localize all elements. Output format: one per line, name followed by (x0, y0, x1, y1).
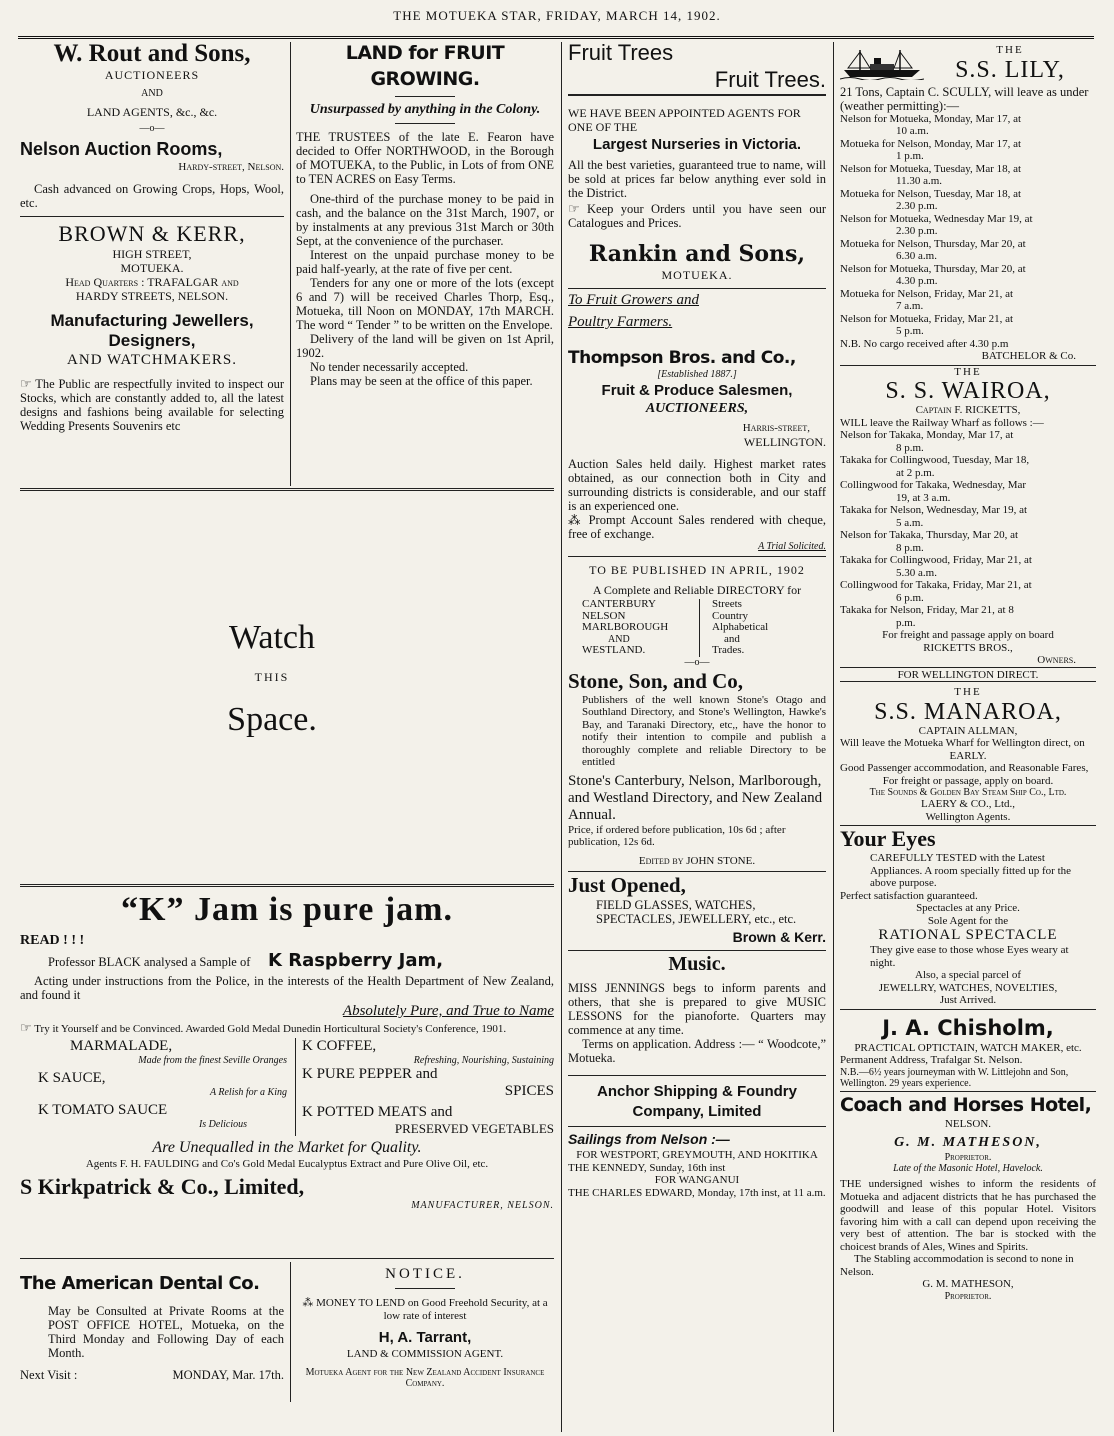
best-varieties: All the best varieties, guaranteed true to name, will be sold at prices far below anything ever sold in the District. (568, 158, 826, 200)
schedule-time: 5 p.m. (896, 325, 924, 337)
matheson: G. M. MATHESON, (894, 1135, 1042, 1150)
stone-son: Stone, Son, and Co, (568, 668, 744, 693)
schedule-line: Collingwood for Takaka, Wednesday, Mar (840, 479, 1027, 491)
marmalade-sub: Made from the finest Seville Oranges (138, 1054, 287, 1066)
watch-space (20, 616, 524, 742)
schedule-line: Motueka for Nelson, Tuesday, Mar 18, at (840, 187, 1022, 200)
kennedy: THE KENNEDY, Sunday, 16th inst (568, 1161, 726, 1174)
schedule-line: Nelson for Motueka, Monday, Mar 17, at (840, 112, 1022, 125)
directory-sep: —o— (684, 656, 710, 668)
trial-solicited: A Trial Solicited. (758, 541, 826, 552)
next-visit-label: Next Visit : (20, 1368, 78, 1382)
schedule-line: Nelson for Takaka, Monday, Mar 17, at (840, 429, 1014, 441)
perfect-satisfaction: Perfect satisfaction guaranteed. (840, 889, 978, 902)
read: READ ! ! ! (20, 933, 85, 948)
tomato-sub: Is Delicious (198, 1118, 247, 1130)
owners: Owners. (1037, 654, 1076, 666)
laery: LAERY & CO., Ltd., (920, 798, 1015, 810)
schedule-line: Nelson for Takaka, Thursday, Mar 20, at (840, 529, 1019, 541)
edited-by: Edited by JOHN STONE. (638, 854, 756, 867)
absolutely-pure: Absolutely Pure, and True to Name (342, 1003, 554, 1019)
batchelor: BATCHELOR & Co. (981, 350, 1076, 362)
divider-col3-col4 (833, 42, 834, 1432)
directory-price: Price, if ordered before publication, 10s 6d ; after publication, 12s 6d. (568, 823, 786, 848)
rankin-town: MOTUEKA. (661, 268, 733, 282)
stabling: The Stabling accommodation is second to none in Nelson. (840, 1253, 1074, 1278)
schedule-time: 1 p.m. (896, 150, 924, 162)
region-and: AND (608, 633, 630, 645)
chisholm-nb: N.B.—6½ years journeyman with W. Littlejohn and Son, Wellington. 29 years experience. (840, 1066, 1069, 1089)
money-to-lend: ⁂ MONEY TO LEND on Good Freehold Security, at a low rate of interest (302, 1297, 548, 1322)
k-potted-meats: K POTTED MEATS and (302, 1103, 453, 1120)
schedule-line: Collingwood for Takaka, Friday, Mar 21, at (840, 579, 1032, 591)
rule-chisholm (840, 1091, 1096, 1092)
rooms-street: Hardy-street, Nelson. (178, 161, 284, 173)
charles-edward: THE CHARLES EDWARD, Monday, 17th inst, at 11 a.m. (568, 1186, 826, 1199)
cash-advanced: Cash advanced on Growing Crops, Hops, Wool, etc. (20, 182, 284, 210)
jewellry: JEWELLRY, WATCHES, NOVELTIES, (878, 981, 1058, 994)
captain-allman: CAPTAIN ALLMAN, (918, 724, 1018, 737)
wairoa-intro: WILL leave the Railway Wharf as follows :— (840, 416, 1044, 429)
sole-agent: Sole Agent for the (927, 914, 1009, 927)
rule-land2 (395, 123, 455, 124)
kind-alphabetical: Alphabetical (712, 621, 769, 633)
masthead: THE MOTUEKA STAR, FRIDAY, MARCH 14, 1902. (393, 8, 721, 23)
music-title: Music. (668, 953, 726, 975)
harris-street: Harris-street, (742, 422, 810, 434)
nelson-rooms: Nelson Auction Rooms, (20, 139, 223, 159)
k-jam-title: “K” Jam is pure jam. (121, 891, 453, 928)
manaroa-freight: For freight or passage, apply on board. (882, 774, 1054, 787)
chisholm: J. A. Chisholm, (882, 1015, 1054, 1040)
schedule-line: Takaka for Nelson, Wednesday, Mar 19, at (840, 504, 1028, 516)
ss-lily: S.S. LILY, (955, 56, 1065, 83)
schedule-time: 5 a.m. (896, 516, 924, 529)
schedule-time: 2.30 p.m. (896, 200, 938, 212)
dental-body: May be Consulted at Private Rooms at the POST OFFICE HOTEL, Motueka, on the Third Monday and Following Day of each Month. (48, 1304, 284, 1360)
land-p4: Tenders for any one or more of the lots (except 6 and 7) will be received Charles Thorp, Esq., Motueka, till Noon on MONDAY, 17th MARCH. The word “ Tender ” to be written on the Envelope. (296, 276, 554, 332)
schedule-line: Nelson for Motueka, Friday, Mar 21, at (840, 312, 1014, 325)
prompt-account: ⁂ Prompt Account Sales rendered with cheque, free of exchange. (568, 513, 826, 541)
public-invited: The Public are respectfully invited to inspect our Stocks, which are constantly added to, all the latest designs and fashions being available for selecting Wedding Presents Souvenirs etc (20, 377, 284, 433)
column-4 (840, 44, 1096, 1302)
music-body: MISS JENNINGS begs to inform parents and others, that she is prepared to give MUSIC LESSONS for the pianoforte. Quarters may commence at any time. (568, 981, 826, 1037)
manaroa-the: THE (954, 686, 982, 698)
schedule-time: 8 p.m. (896, 441, 924, 454)
dental-ad (20, 1272, 284, 1382)
watch-l2: THIS (254, 670, 290, 684)
rule-eyes (840, 1009, 1096, 1010)
rout-l3: LAND AGENTS, &c., &c. (86, 105, 218, 119)
land-p2: One-third of the purchase money to be paid in cash, and the balance on the 31st March, 1907, or by instalments at any previous 31st March or 30th Sept, at the convenience of the purchaser. (296, 192, 554, 248)
pointing-hand-icon: ☞ (20, 1020, 32, 1035)
captain-ricketts: Captain F. RICKETTS, (915, 404, 1021, 416)
rule-manaroa (840, 825, 1096, 826)
auction-sales: Auction Sales held daily. Highest market rates obtained, as our connection both in City and surrounding districts is considerable, and our staff is an experienced one. (568, 457, 826, 513)
spectacles-price: Spectacles at any Price. (916, 902, 1020, 914)
for-wanganui: FOR WANGANUI (654, 1174, 740, 1186)
land-p6: No tender necessarily accepted. (310, 360, 469, 374)
ease-eyes: They give ease to those whose Eyes weary at night. (870, 944, 1069, 969)
for-westport: FOR WESTPORT, GREYMOUTH, AND HOKITIKA (576, 1149, 818, 1161)
schedule-line: Motueka for Nelson, Monday, Mar 17, at (840, 137, 1022, 150)
spices: SPICES (504, 1082, 554, 1099)
special-parcel: Also, a special parcel of (915, 969, 1021, 981)
rule-music (568, 1075, 826, 1076)
rule-stone (568, 871, 826, 872)
proprietor: Proprietor. (944, 1152, 992, 1163)
region-westland: WESTLAND. (582, 643, 646, 656)
divider-dental-notice (290, 1262, 291, 1402)
for-wellington-direct: FOR WELLINGTON DIRECT. (897, 668, 1039, 681)
rule-notice (395, 1288, 455, 1289)
land-sub: Unsurpassed by anything in the Colony. (309, 102, 541, 117)
music-terms: Terms on application. Address :— “ Woodcote,” Motueka. (568, 1037, 826, 1065)
anchor-shipping: Anchor Shipping & Foundry Company, Limited (597, 1083, 797, 1120)
stones-canterbury: Stone's Canterbury, Nelson, Marlborough, and Westland Directory, and New Zealand Annual. (568, 772, 823, 823)
wairoa-the: THE (954, 365, 982, 378)
brown-kerr-title: BROWN & KERR, (58, 221, 246, 246)
ss-manaroa: S.S. MANAROA, (874, 698, 1062, 725)
brown-l2: MOTUEKA. (120, 261, 184, 275)
schedule-time: 7 a.m. (896, 300, 924, 312)
schedule-line: Motueka for Nelson, Thursday, Mar 20, at (840, 237, 1026, 250)
rule-forwell (840, 681, 1096, 682)
k-sauce-sub: A Relish for a King (209, 1086, 287, 1098)
rule-top-ads (20, 488, 554, 491)
lily-intro: 21 Tons, Captain C. SCULLY, will leave as under (weather permitting):— (840, 84, 1089, 113)
optician: PRACTICAL OPTICTAIN, WATCH MAKER, etc. (854, 1041, 1082, 1054)
schedule-line: Takaka for Collingwood, Friday, Mar 21, at (840, 554, 1032, 566)
watch-l1: Watch (229, 619, 315, 656)
professor-black: Professor BLACK analysed a Sample of (48, 955, 251, 969)
brown-l3: Head Quarters : TRAFALGAR and (65, 275, 239, 289)
ss-wairoa: S. S. WAIROA, (885, 378, 1051, 404)
manufacturing-jewellers: Manufacturing Jewellers, Designers, (50, 311, 254, 350)
steamship-icon (840, 46, 924, 80)
lily-the: THE (996, 44, 1024, 56)
rout-l2: AND (141, 88, 163, 99)
to-fruit-growers: To Fruit Growers and Poultry Farmers. (568, 292, 700, 330)
field-glasses: FIELD GLASSES, WATCHES, SPECTACLES, JEWELLERY, etc., etc. (596, 898, 797, 926)
schedule-time: 5.30 a.m. (896, 566, 937, 579)
k-sauce: K SAUCE, (38, 1069, 106, 1086)
rout-title: W. Rout and Sons, (53, 40, 251, 67)
unequalled: Are Unequalled in the Market for Quality. (152, 1138, 422, 1156)
schedule-time: 6 p.m. (896, 591, 924, 604)
rule-wairoa (840, 667, 1096, 668)
watch-l3: Space. (227, 701, 317, 738)
permanent-address: Permanent Address, Trafalgar St. Nelson. (840, 1054, 1023, 1066)
fruit-trees-2: Fruit Trees. (568, 66, 826, 96)
region-nelson: NELSON (582, 609, 626, 622)
manaroa-body: Will leave the Motueka Wharf for Wellington direct, on (840, 737, 1085, 749)
k-raspberry-jam: K Raspberry Jam, (268, 950, 444, 971)
schedule-time: 19, at 3 a.m. (896, 491, 951, 504)
kind-streets: Streets (712, 598, 742, 610)
manaroa-early: EARLY. (949, 749, 987, 762)
brown-l1: HIGH STREET, (112, 247, 192, 261)
rule-kjam (20, 1258, 554, 1259)
manufacturer-nelson: MANUFACTURER, NELSON. (411, 1200, 554, 1211)
eyes-body: CAREFULLY TESTED with the Latest Appliances. A room specially fitted up for the above purpose. (870, 852, 1072, 889)
k-jam-ad (20, 890, 554, 1211)
tarrant: H, A. Tarrant, (378, 1329, 472, 1346)
your-eyes: Your Eyes (840, 826, 936, 851)
pointing-hand-icon: ☞ (568, 201, 580, 216)
ricketts-bros: RICKETTS BROS., (923, 641, 1013, 654)
rule-lily (840, 365, 1096, 366)
land-p1: THE TRUSTEES of the late E. Fearon have decided to Offer NORTHWOOD, in the Borough of MOTUEKA, to the Public, in Lots of from ONE to TEN ACRES on Easy Terms. (296, 130, 554, 186)
land-p7: Plans may be seen at the office of this paper. (310, 374, 533, 388)
directory-regions (568, 599, 700, 657)
wairoa-freight: For freight and passage apply on board (882, 629, 1054, 641)
largest-nurseries: Largest Nurseries in Victoria. (592, 136, 802, 153)
sailings: Sailings from Nelson :— (568, 1131, 730, 1147)
coffee-sub: Refreshing, Nourishing, Sustaining (413, 1054, 554, 1066)
just-arrived: Just Arrived. (939, 994, 997, 1006)
schedule-time: 4.30 p.m. (896, 275, 938, 287)
region-canterbury: CANTERBURY (582, 598, 656, 610)
brown-l4: HARDY STREETS, NELSON. (75, 289, 229, 303)
appointed-agents: WE HAVE BEEN APPOINTED AGENTS FOR ONE OF THE (568, 106, 801, 134)
notice-ad (294, 1264, 556, 1389)
land-ad (296, 40, 554, 388)
directory-kinds (700, 599, 768, 657)
rule-just (568, 950, 826, 951)
column-3 (568, 40, 826, 1199)
good-passenger: Good Passenger accommodation, and Reasonable Fares, (840, 762, 1089, 774)
k-pure-pepper: K PURE PEPPER and (302, 1065, 438, 1082)
k-coffee: K COFFEE, (302, 1037, 377, 1054)
land-p3: Interest on the unpaid purchase money to be paid half-yearly, at the rate of five per cent. (296, 248, 554, 276)
to-be-published: TO BE PUBLISHED IN APRIL, 1902 (589, 563, 805, 577)
lily-nb: N.B. No cargo received after 4.30 p.m (840, 337, 1009, 350)
schedule-line: Takaka for Collingwood, Tuesday, Mar 18, (840, 454, 1030, 466)
rankin-sons: Rankin and Sons, (588, 241, 806, 267)
coach-nelson: NELSON. (944, 1117, 992, 1130)
wairoa-schedule (840, 429, 1096, 629)
coach-horses: Coach and Horses Hotel, (840, 1093, 1092, 1116)
matheson-sign: G. M. MATHESON, (922, 1278, 1014, 1290)
region-marlborough: MARLBOROUGH (582, 621, 669, 633)
schedule-time: 8 p.m. (896, 541, 924, 554)
complete-directory: A Complete and Reliable DIRECTORY for (592, 583, 802, 597)
sounds-golden-bay: The Sounds & Golden Bay Steam Ship Co., Ltd. (869, 787, 1067, 798)
divider-col1-col2 (290, 42, 291, 486)
schedule-time: 6.30 a.m. (896, 250, 937, 262)
schedule-line: Nelson for Motueka, Tuesday, Mar 18, at (840, 162, 1022, 175)
faulding-agents: Agents F. H. FAULDING and Co's Gold Medal Eucalyptus Extract and Pure Olive Oil, etc. (85, 1157, 489, 1170)
land-p5: Delivery of the land will be given on 1st April, 1902. (296, 332, 554, 360)
late-masonic: Late of the Masonic Hotel, Havelock. (893, 1163, 1043, 1174)
rule-anchor (568, 1126, 826, 1127)
fruit-trees-1: Fruit Trees (568, 40, 674, 65)
lily-schedule (840, 113, 1096, 338)
rule-watch (20, 884, 554, 887)
k-tomato-sauce: K TOMATO SAUCE (38, 1101, 168, 1118)
established: [Established 1887.] (657, 369, 737, 380)
stone-body: Publishers of the well known Stone's Otago and Southland Directory, and Stone's Wellington, Hawke's Bay, and Taranaki Directory, etc,, have the honor to notify their intention to compile and publish a thoroughly complete and reliable Directory to be entitled (582, 693, 826, 768)
preserved-vegetables: PRESERVED VEGETABLES (394, 1120, 554, 1136)
just-opened: Just Opened, (568, 873, 686, 897)
wellington: WELLINGTON. (743, 435, 826, 449)
kind-country: Country (712, 609, 749, 622)
land-title: LAND for FRUIT GROWING. (345, 42, 505, 90)
thompson-bros: Thompson Bros. and Co., (568, 348, 796, 368)
rout-sep: —o— (139, 123, 165, 134)
rational-spectacle: RATIONAL SPECTACLE (878, 927, 1058, 943)
divider-col2-col3 (561, 42, 562, 1432)
schedule-line: Nelson for Motueka, Wednesday Mar 19, at (840, 212, 1033, 225)
auctioneers: AUCTIONEERS, (645, 401, 749, 416)
kirkpatrick: S Kirkpatrick & Co., Limited, (20, 1174, 305, 1199)
schedule-line: Nelson for Motueka, Thursday, Mar 20, at (840, 262, 1026, 275)
schedule-time: 10 a.m. (896, 125, 929, 137)
schedule-line: Motueka for Nelson, Friday, Mar 21, at (840, 287, 1014, 300)
rule-thompson (568, 556, 826, 557)
rule-rankin (568, 288, 826, 289)
rule-rout (20, 216, 284, 217)
insurance-agent: Motueka Agent for the New Zealand Accident Insurance Company. (305, 1366, 545, 1389)
produce-salesmen: Fruit & Produce Salesmen, (601, 382, 793, 399)
pointing-hand-icon: ☞ (20, 376, 32, 391)
schedule-time: at 2 p.m. (896, 466, 935, 479)
proprietor-2: Proprietor. (944, 1290, 992, 1302)
rout-l1: AUCTIONEERS (104, 68, 200, 82)
schedule-time: 2.30 p.m. (896, 225, 938, 237)
kind-trades: Trades. (712, 644, 745, 656)
next-visit-date: MONDAY, Mar. 17th. (172, 1368, 284, 1382)
rout-ad (20, 40, 284, 433)
hotel-body: THE undersigned wishes to inform the residents of Motueka and adjacent districts that he has purchased the goodwill and lease of this popular Hotel. Visitors favoring him with a call can depend upon receiving the very best of attention. The bar is stocked with the choicest brands of Ales, Wines and Spirits. (840, 1178, 1096, 1253)
try-it: Try it Yourself and be Convinced. Awarded Gold Medal Dunedin Horticultural Society's Conference, 1901. (34, 1023, 507, 1035)
keep-orders: Keep your Orders until you have seen our Catalogues and Prices. (568, 202, 826, 230)
schedule-line: Takaka for Nelson, Friday, Mar 21, at 8 (840, 604, 1014, 616)
schedule-time: p.m. (896, 616, 916, 629)
brown-kerr-sign: Brown & Kerr. (732, 929, 826, 945)
notice-title: NOTICE. (385, 1266, 465, 1282)
dental-title: The American Dental Co. (20, 1273, 260, 1294)
acting-instructions: Acting under instructions from the Police, in the interests of the Health Department of New Zealand, and found it (20, 974, 554, 1002)
wellington-agents: Wellington Agents. (925, 810, 1011, 823)
kind-and: and (724, 632, 740, 645)
tarrant-role: LAND & COMMISSION AGENT. (346, 1348, 504, 1360)
marmalade: MARMALADE, (70, 1037, 173, 1054)
schedule-time: 11.30 a.m. (896, 175, 943, 187)
rule-land (395, 96, 455, 97)
watchmakers: AND WATCHMAKERS. (67, 352, 237, 368)
